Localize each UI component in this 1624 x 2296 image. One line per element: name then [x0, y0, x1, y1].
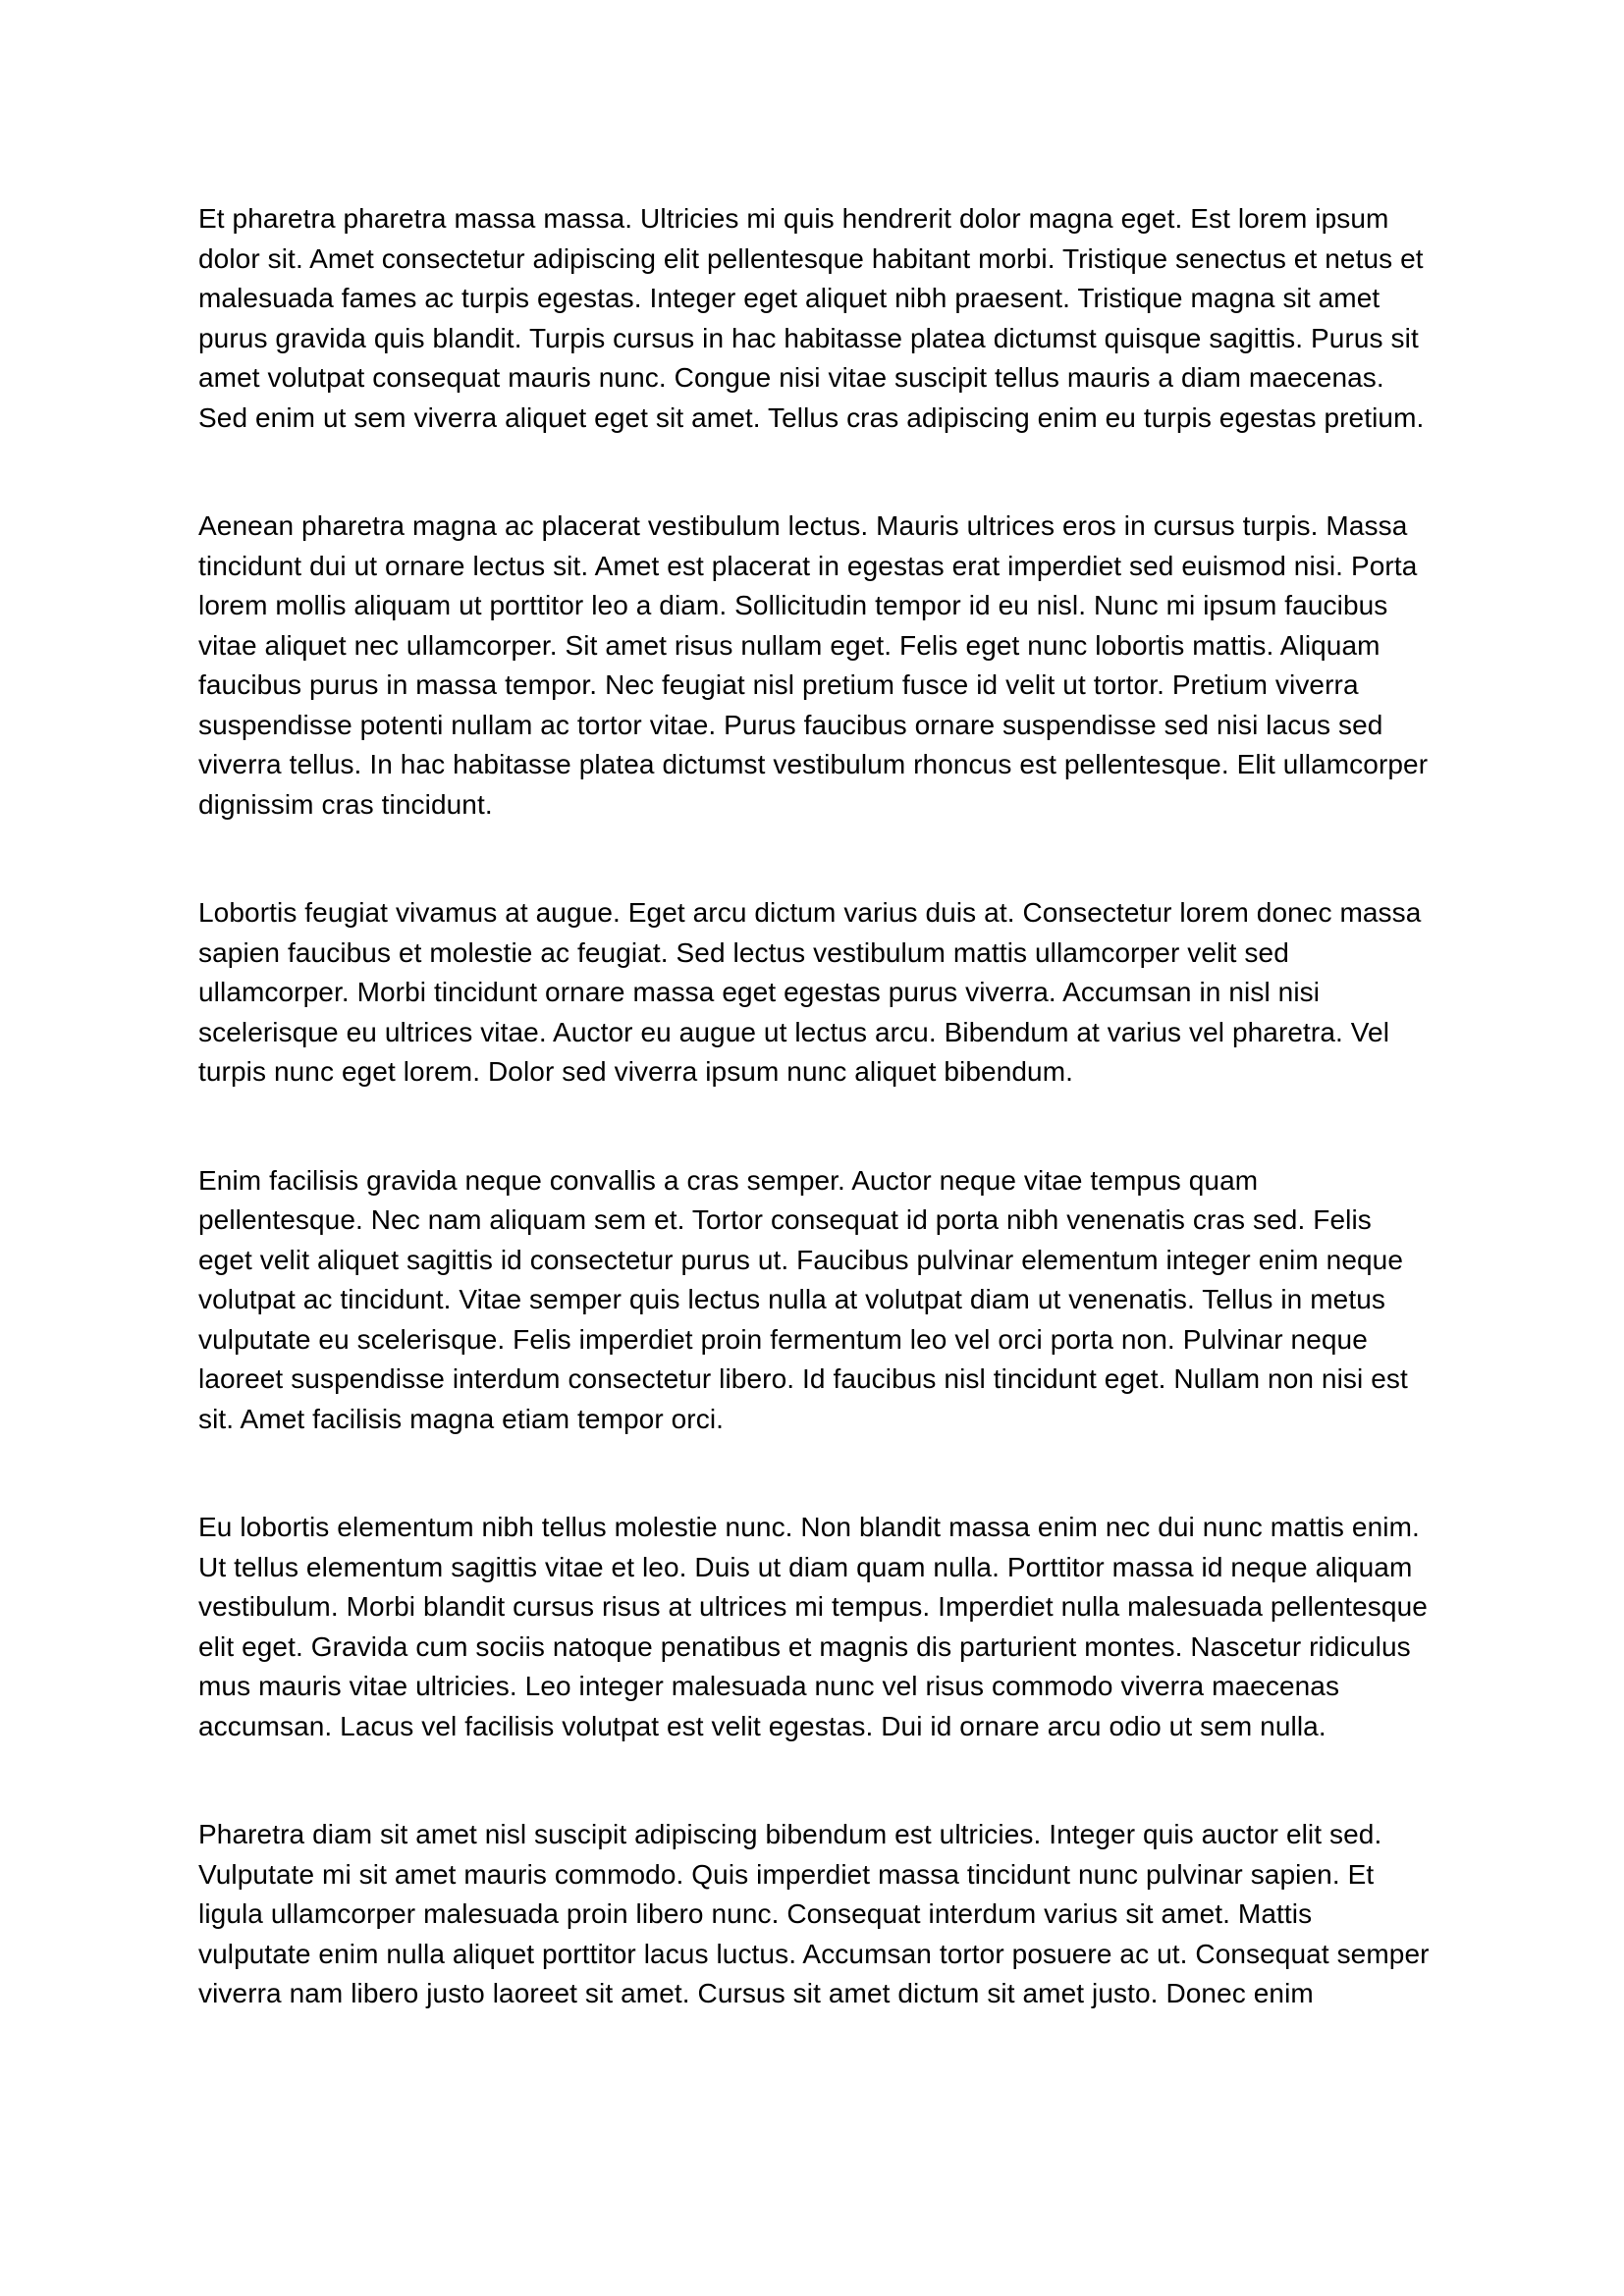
paragraph: Lobortis feugiat vivamus at augue. Eget arcu dictum varius duis at. Consectetur lorem donec massa sapien faucibus et molestie ac feugiat. Sed lectus vestibulum mattis ullamcorper velit sed ullamcorper. Morbi tincidunt ornare massa eget egestas purus viverra. Accumsan in nisl nisi scelerisque eu ultrices vitae. Auctor eu augue ut lectus arcu. Bibendum at varius vel pharetra. Vel turpis nunc eget lorem. Dolor sed viverra ipsum nunc aliquet bibendum.	[198, 897, 1422, 1087]
paragraph: Eu lobortis elementum nibh tellus molestie nunc. Non blandit massa enim nec dui nunc mattis enim. Ut tellus elementum sagittis vitae et leo. Duis ut diam quam nulla. Porttitor massa id neque aliquam vestibulum. Morbi blandit cursus risus at ultrices mi tempus. Imperdiet nulla malesuada pellentesque elit eget. Gravida cum sociis natoque penatibus et magnis dis parturient montes. Nascetur ridiculus mus mauris vitae ultricies. Leo integer malesuada nunc vel risus commodo viverra maecenas accumsan. Lacus vel facilisis volutpat est velit egestas. Dui id ornare arcu odio ut sem nulla.	[198, 1512, 1428, 1741]
document-body	[198, 199, 1430, 2014]
paragraph: Et pharetra pharetra massa massa. Ultricies mi quis hendrerit dolor magna eget. Est lorem ipsum dolor sit. Amet consectetur adipiscing elit pellentesque habitant morbi. Tristique senectus et netus et malesuada fames ac turpis egestas. Integer eget aliquet nibh praesent. Tristique magna sit amet purus gravida quis blandit. Turpis cursus in hac habitasse platea dictumst quisque sagittis. Purus sit amet volutpat consequat mauris nunc. Congue nisi vitae suscipit tellus mauris a diam maecenas. Sed enim ut sem viverra aliquet eget sit amet. Tellus cras adipiscing enim eu turpis egestas pretium.	[198, 203, 1425, 433]
paragraph: Pharetra diam sit amet nisl suscipit adipiscing bibendum est ultricies. Integer quis auctor elit sed. Vulputate mi sit amet mauris commodo. Quis imperdiet massa tincidunt nunc pulvinar sapien. Et ligula ullamcorper malesuada proin libero nunc. Consequat interdum varius sit amet. Mattis vulputate enim nulla aliquet porttitor lacus luctus. Accumsan tortor posuere ac ut. Consequat semper viverra nam libero justo laoreet sit amet. Cursus sit amet dictum sit amet justo. Donec enim	[198, 1819, 1430, 2008]
paragraph: Enim facilisis gravida neque convallis a cras semper. Auctor neque vitae tempus quam pellentesque. Nec nam aliquam sem et. Tortor consequat id porta nibh venenatis cras sed. Felis eget velit aliquet sagittis id consectetur purus ut. Faucibus pulvinar elementum integer enim neque volutpat ac tincidunt. Vitae semper quis lectus nulla at volutpat diam ut venenatis. Tellus in metus vulputate eu scelerisque. Felis imperdiet proin fermentum leo vel orci porta non. Pulvinar neque laoreet suspendisse interdum consectetur libero. Id faucibus nisl tincidunt eget. Nullam non nisi est sit. Amet facilisis magna etiam tempor orci.	[198, 1164, 1408, 1434]
paragraph: Aenean pharetra magna ac placerat vestibulum lectus. Mauris ultrices eros in cursus turpis. Massa tincidunt dui ut ornare lectus sit. Amet est placerat in egestas erat imperdiet sed euismod nisi. Porta lorem mollis aliquam ut porttitor leo a diam. Sollicitudin tempor id eu nisl. Nunc mi ipsum faucibus vitae aliquet nec ullamcorper. Sit amet risus nullam eget. Felis eget nunc lobortis mattis. Aliquam faucibus purus in massa tempor. Nec feugiat nisl pretium fusce id velit ut tortor. Pretium viverra suspendisse potenti nullam ac tortor vitae. Purus faucibus ornare suspendisse sed nisi lacus sed viverra tellus. In hac habitasse platea dictumst vestibulum rhoncus est pellentesque. Elit ullamcorper dignissim cras tincidunt.	[198, 510, 1429, 820]
